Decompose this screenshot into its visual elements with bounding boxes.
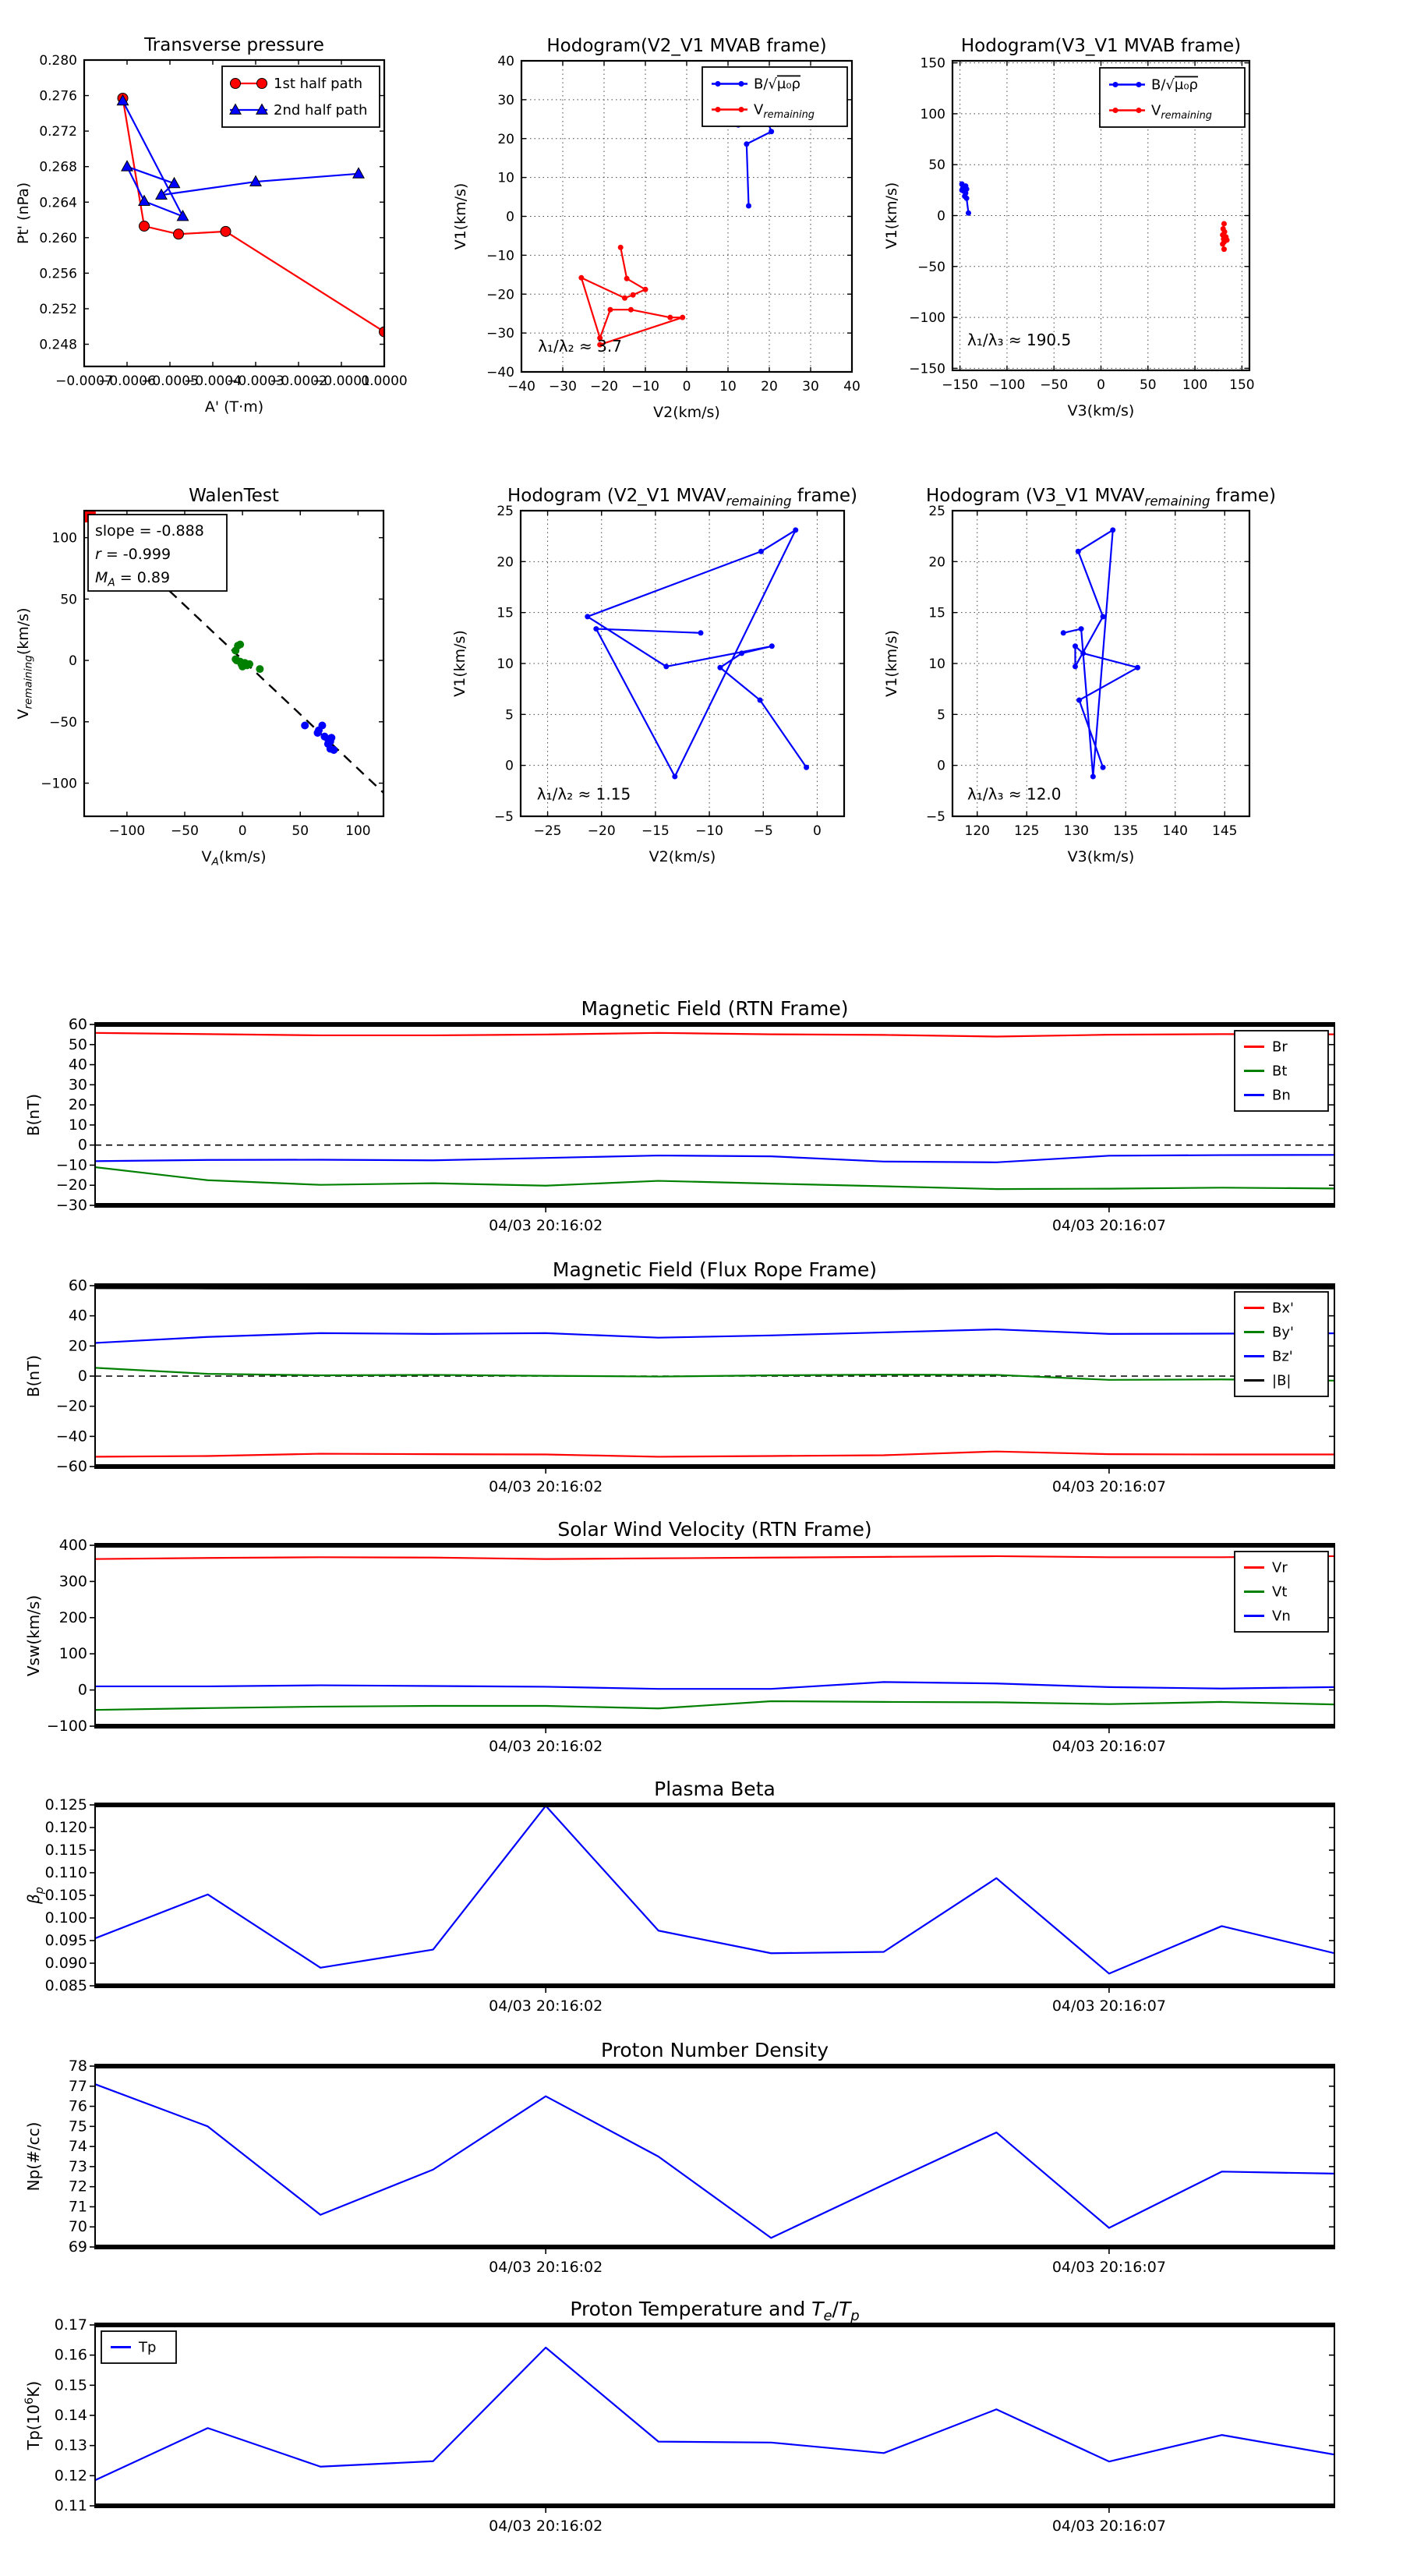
x-tick-label: 120 xyxy=(964,823,990,839)
time-tick-label: 04/03 20:16:02 xyxy=(489,1217,603,1234)
y-tick-label: −50 xyxy=(917,259,945,275)
y-tick-label: 0.248 xyxy=(39,337,77,353)
y-tick-label: 0 xyxy=(69,653,77,670)
dot-marker xyxy=(313,729,321,737)
chart-title: Hodogram(V3_V1 MVAB frame) xyxy=(960,36,1242,56)
legend-label: Vn xyxy=(1272,1608,1291,1625)
y-tick-label: 50 xyxy=(68,1035,87,1053)
dot-marker xyxy=(1220,242,1225,247)
legend-label: Bz' xyxy=(1272,1348,1293,1365)
dot-marker xyxy=(1110,527,1115,533)
y-tick-label: 0.105 xyxy=(44,1887,87,1904)
y-tick-label: 10 xyxy=(497,656,514,672)
dot-marker xyxy=(256,665,263,673)
dot-marker xyxy=(1076,698,1082,703)
dot-marker xyxy=(1079,626,1084,632)
dot-marker xyxy=(739,650,744,656)
y-tick-label: 0 xyxy=(937,208,945,225)
dot-marker xyxy=(301,722,309,730)
legend-label: Vt xyxy=(1272,1583,1288,1601)
x-axis-label: V3(km/s) xyxy=(1067,848,1135,865)
y-tick-label: 0.252 xyxy=(39,301,77,317)
y-tick-label: 0.090 xyxy=(44,1955,87,1972)
dot-marker xyxy=(804,765,809,770)
x-tick-label: −40 xyxy=(507,379,535,395)
dot-marker xyxy=(716,107,721,112)
legend xyxy=(1235,1552,1328,1632)
y-tick-label: 200 xyxy=(58,1608,87,1626)
y-axis-label: $V_{remaining}(km/s)$ xyxy=(15,607,35,720)
dot-marker xyxy=(1136,82,1142,87)
time-tick-label: 04/03 20:16:02 xyxy=(489,1997,603,2015)
y-tick-label: −30 xyxy=(55,1197,87,1214)
y-tick-label: 40 xyxy=(68,1307,87,1325)
x-tick-label: 0 xyxy=(1097,377,1105,393)
x-tick-label: −10 xyxy=(631,379,659,395)
dot-marker xyxy=(327,734,335,741)
y-tick-label: −20 xyxy=(55,1177,87,1194)
x-tick-label: −0.0005 xyxy=(141,373,199,389)
y-axis-label: V1(km/s) xyxy=(451,630,468,697)
dot-marker xyxy=(585,614,590,619)
y-tick-label: 0.120 xyxy=(44,1819,87,1836)
y-tick-label: 75 xyxy=(68,2118,87,2135)
dot-marker xyxy=(663,663,669,669)
dot-marker xyxy=(717,665,723,671)
legend xyxy=(1100,68,1245,127)
dot-marker xyxy=(716,81,721,87)
y-tick-label: 0.095 xyxy=(44,1932,87,1949)
dot-marker xyxy=(618,245,624,250)
x-tick-label: −150 xyxy=(942,377,978,393)
x-tick-label: −50 xyxy=(171,823,199,839)
y-tick-label: 20 xyxy=(68,1096,87,1114)
x-tick-label: 130 xyxy=(1063,823,1089,839)
y-tick-label: 73 xyxy=(68,2157,87,2175)
x-axis-label: A' (T·m) xyxy=(204,398,264,416)
y-tick-label: 300 xyxy=(58,1573,87,1591)
x-tick-label: −0.0007 xyxy=(55,373,113,389)
dot-marker xyxy=(746,203,751,209)
dot-marker xyxy=(1076,549,1081,554)
y-tick-label: −20 xyxy=(486,287,514,303)
y-tick-label: 76 xyxy=(68,2097,87,2115)
dot-marker xyxy=(964,196,970,201)
y-tick-label: 0.15 xyxy=(54,2376,87,2394)
x-tick-label: −25 xyxy=(533,823,562,839)
chart-title: Plasma Beta xyxy=(654,1778,776,1800)
time-tick-label: 04/03 20:16:07 xyxy=(1051,2259,1166,2276)
y-tick-label: 0.100 xyxy=(44,1909,87,1927)
y-tick-label: 0.16 xyxy=(54,2346,87,2364)
dot-marker xyxy=(1135,665,1140,671)
y-tick-label: −50 xyxy=(49,714,77,731)
x-tick-label: 40 xyxy=(843,379,861,395)
y-tick-label: 0.14 xyxy=(54,2407,87,2424)
dot-marker xyxy=(672,774,677,780)
eigenvalue-annotation: λ₁/λ₃ ≈ 12.0 xyxy=(967,784,1062,804)
legend-label: Br xyxy=(1272,1039,1288,1056)
y-axis-label: $\beta_p$ xyxy=(24,1887,46,1904)
y-tick-label: 0.12 xyxy=(54,2467,87,2485)
chart-title: Hodogram(V2_V1 MVAB frame) xyxy=(546,36,827,56)
dot-marker xyxy=(739,107,744,112)
dot-marker xyxy=(624,276,630,281)
x-tick-label: −5 xyxy=(753,823,773,839)
chart-title: Proton Temperature and $T_e/T_p$ xyxy=(570,2298,860,2324)
y-axis-label: Pt' (nPa) xyxy=(15,182,32,245)
y-tick-label: 69 xyxy=(68,2238,87,2256)
circle-marker xyxy=(174,229,184,239)
dot-marker xyxy=(643,287,648,292)
legend xyxy=(101,2331,176,2363)
x-tick-label: −0.0001 xyxy=(313,373,370,389)
dot-marker xyxy=(1061,630,1066,635)
stats-line: slope = -0.888 xyxy=(95,522,204,540)
x-tick-label: 50 xyxy=(292,823,309,839)
dot-marker xyxy=(631,292,636,298)
y-tick-label: 0.268 xyxy=(39,159,77,175)
x-tick-label: −100 xyxy=(988,377,1026,393)
y-tick-label: 0.280 xyxy=(39,53,77,69)
y-tick-label: 20 xyxy=(928,554,945,571)
time-tick-label: 04/03 20:16:07 xyxy=(1051,1997,1166,2015)
time-tick-label: 04/03 20:16:02 xyxy=(489,1738,603,1755)
legend-label: B/√μ₀ρ xyxy=(1151,76,1198,94)
chart-title: WalenTest xyxy=(189,486,279,506)
x-tick-label: 100 xyxy=(345,823,371,839)
chart-title: Magnetic Field (Flux Rope Frame) xyxy=(552,1258,878,1281)
dot-marker xyxy=(622,295,627,301)
y-tick-label: 100 xyxy=(920,106,945,122)
y-tick-label: −40 xyxy=(55,1428,87,1445)
y-tick-label: 72 xyxy=(68,2178,87,2196)
dot-marker xyxy=(246,660,253,668)
chart-title: Proton Number Density xyxy=(601,2039,829,2061)
dot-marker xyxy=(758,549,764,554)
y-tick-label: 0.276 xyxy=(39,88,77,104)
y-tick-label: −5 xyxy=(925,809,945,825)
x-tick-label: 125 xyxy=(1014,823,1040,839)
y-tick-label: 20 xyxy=(497,131,514,147)
x-tick-label: 140 xyxy=(1162,823,1188,839)
chart-title: Magnetic Field (RTN Frame) xyxy=(581,997,849,1020)
y-tick-label: 100 xyxy=(51,530,77,547)
y-tick-label: 0 xyxy=(77,1681,87,1699)
dot-marker xyxy=(769,129,774,134)
eigenvalue-annotation: λ₁/λ₂ ≈ 3.7 xyxy=(538,337,622,356)
dot-marker xyxy=(318,722,326,730)
x-tick-label: −30 xyxy=(549,379,577,395)
y-tick-label: 40 xyxy=(68,1056,87,1074)
y-tick-label: 78 xyxy=(68,2058,87,2075)
y-tick-label: 0.264 xyxy=(39,195,77,211)
y-tick-label: −100 xyxy=(46,1718,87,1735)
x-tick-label: −0.0003 xyxy=(227,373,284,389)
legend-label: Bx' xyxy=(1272,1300,1294,1317)
legend-label: B/√μ₀ρ xyxy=(754,76,800,93)
y-tick-label: 71 xyxy=(68,2198,87,2216)
legend-label: Tp xyxy=(139,2339,157,2356)
y-tick-label: 0.260 xyxy=(39,230,77,246)
y-tick-label: −100 xyxy=(909,310,945,327)
y-axis-label: B(nT) xyxy=(24,1354,43,1398)
dot-marker xyxy=(1080,650,1086,656)
legend-label: $V_{remaining}$ xyxy=(754,101,815,121)
x-tick-label: −50 xyxy=(1040,377,1069,393)
legend-label: Bn xyxy=(1272,1087,1291,1104)
dot-marker xyxy=(698,630,704,635)
y-tick-label: 77 xyxy=(68,2077,87,2095)
x-tick-label: −0.0006 xyxy=(98,373,156,389)
dot-marker xyxy=(744,141,749,147)
legend xyxy=(222,66,380,127)
time-tick-label: 04/03 20:16:07 xyxy=(1051,1738,1166,1755)
y-tick-label: 74 xyxy=(68,2138,87,2156)
y-axis-label: V1(km/s) xyxy=(883,182,900,249)
y-tick-label: 25 xyxy=(928,504,945,519)
dot-marker xyxy=(769,643,775,649)
y-tick-label: 15 xyxy=(497,605,514,621)
legend-label: |B| xyxy=(1272,1372,1292,1389)
y-tick-label: 20 xyxy=(68,1337,87,1355)
y-tick-label: 25 xyxy=(497,504,514,519)
y-tick-label: 5 xyxy=(937,707,945,724)
y-axis-label: Np(#/cc) xyxy=(24,2121,43,2192)
dot-marker xyxy=(1073,663,1078,669)
y-tick-label: 0.13 xyxy=(54,2436,87,2454)
dot-marker xyxy=(1101,614,1106,619)
y-tick-label: 0.085 xyxy=(44,1977,87,1994)
dot-marker xyxy=(1090,774,1096,780)
x-tick-label: −20 xyxy=(587,823,616,839)
y-tick-label: 0 xyxy=(506,209,514,225)
y-tick-label: 40 xyxy=(497,54,514,69)
dot-marker xyxy=(1221,221,1227,226)
y-tick-label: 0 xyxy=(77,1368,87,1385)
x-axis-label: $V_A(km/s)$ xyxy=(201,848,267,869)
legend-label: Bt xyxy=(1272,1063,1288,1080)
legend xyxy=(702,67,847,126)
dot-marker xyxy=(578,275,584,281)
y-tick-label: 0.17 xyxy=(54,2316,87,2334)
y-tick-label: −10 xyxy=(486,248,514,264)
y-tick-label: 0 xyxy=(505,758,514,774)
legend-label: Vr xyxy=(1272,1559,1288,1576)
time-tick-label: 04/03 20:16:07 xyxy=(1051,1478,1166,1495)
x-tick-label: 20 xyxy=(761,379,778,395)
time-tick-label: 04/03 20:16:07 xyxy=(1051,2518,1166,2535)
y-tick-label: 10 xyxy=(68,1116,87,1134)
dot-marker xyxy=(966,211,971,216)
dot-marker xyxy=(1073,643,1078,649)
dot-marker xyxy=(1113,108,1119,113)
y-tick-label: 50 xyxy=(928,157,945,174)
legend-label: $V_{remaining}$ xyxy=(1151,102,1213,122)
dot-marker xyxy=(1221,246,1227,252)
legend-label: By' xyxy=(1272,1324,1294,1341)
dot-marker xyxy=(1113,82,1119,87)
y-tick-label: −10 xyxy=(55,1156,87,1174)
y-tick-label: 60 xyxy=(68,1277,87,1294)
dot-marker xyxy=(628,307,634,313)
chart-title: Solar Wind Velocity (RTN Frame) xyxy=(557,1518,872,1541)
time-tick-label: 04/03 20:16:02 xyxy=(489,2518,603,2535)
y-tick-label: −5 xyxy=(493,809,514,825)
dot-marker xyxy=(330,746,337,754)
y-axis-label: $Tp(10^6K)$ xyxy=(23,2380,43,2450)
stats-line: $M_A = 0.89$ xyxy=(95,569,171,589)
circle-marker xyxy=(257,79,267,89)
y-tick-label: 0.125 xyxy=(44,1796,87,1813)
x-tick-label: −20 xyxy=(590,379,618,395)
x-tick-label: 150 xyxy=(1229,377,1255,393)
y-tick-label: 150 xyxy=(920,55,945,72)
y-tick-label: 10 xyxy=(928,656,945,672)
y-tick-label: 0.11 xyxy=(54,2497,87,2514)
x-tick-label: −0.0004 xyxy=(184,373,242,389)
y-tick-label: 0.110 xyxy=(44,1864,87,1881)
y-tick-label: 50 xyxy=(60,592,77,608)
x-axis-label: V2(km/s) xyxy=(653,404,720,421)
time-tick-label: 04/03 20:16:07 xyxy=(1051,1217,1166,1234)
x-tick-label: −0.0002 xyxy=(270,373,327,389)
y-tick-label: 400 xyxy=(58,1537,87,1554)
x-tick-label: −100 xyxy=(108,823,146,839)
x-tick-label: 135 xyxy=(1113,823,1139,839)
circle-marker xyxy=(140,221,150,232)
x-tick-label: 100 xyxy=(1182,377,1208,393)
y-tick-label: 60 xyxy=(68,1016,87,1033)
dot-marker xyxy=(607,307,613,313)
dot-marker xyxy=(793,527,798,533)
circle-marker xyxy=(231,79,241,89)
dot-marker xyxy=(758,698,763,703)
dot-marker xyxy=(236,641,244,649)
chart-title: Transverse pressure xyxy=(144,35,324,55)
x-tick-label: 0 xyxy=(682,379,691,395)
y-tick-label: −100 xyxy=(41,776,77,792)
legend xyxy=(1235,1031,1328,1111)
y-tick-label: 20 xyxy=(497,554,514,571)
x-tick-label: 0 xyxy=(813,823,822,839)
dot-marker xyxy=(739,81,744,87)
x-tick-label: 0 xyxy=(238,823,247,839)
y-axis-label: V1(km/s) xyxy=(883,630,900,697)
y-tick-label: 30 xyxy=(68,1076,87,1094)
x-tick-label: 50 xyxy=(1139,377,1157,393)
circle-marker xyxy=(221,226,231,236)
dot-marker xyxy=(680,315,685,320)
y-tick-label: 5 xyxy=(505,707,514,724)
y-tick-label: 100 xyxy=(58,1645,87,1663)
y-tick-label: 0 xyxy=(77,1136,87,1154)
dot-marker xyxy=(1101,765,1106,770)
x-axis-label: V2(km/s) xyxy=(648,848,716,865)
y-tick-label: 30 xyxy=(497,92,514,108)
stats-line: r = -0.999 xyxy=(95,546,171,563)
time-tick-label: 04/03 20:16:02 xyxy=(489,2259,603,2276)
x-tick-label: 10 xyxy=(719,379,737,395)
dot-marker xyxy=(1136,108,1142,113)
x-tick-label: 145 xyxy=(1212,823,1238,839)
x-tick-label: −10 xyxy=(695,823,724,839)
chart-title: Hodogram (V3_V1 $MVAV_{remaining}$ frame) xyxy=(926,486,1276,509)
legend-label: 2nd half path xyxy=(274,102,368,119)
y-tick-label: 15 xyxy=(928,605,945,621)
y-tick-label: 0.256 xyxy=(39,266,77,282)
eigenvalue-annotation: λ₁/λ₃ ≈ 190.5 xyxy=(967,331,1072,350)
x-tick-label: 30 xyxy=(802,379,819,395)
y-tick-label: −150 xyxy=(909,361,945,377)
legend xyxy=(1235,1292,1328,1396)
legend-label: 1st half path xyxy=(274,76,363,92)
y-tick-label: −20 xyxy=(55,1397,87,1415)
x-tick-label: 0.0000 xyxy=(361,373,408,389)
y-tick-label: 0 xyxy=(937,758,945,774)
y-tick-label: 10 xyxy=(497,170,514,186)
y-tick-label: −60 xyxy=(55,1458,87,1475)
y-axis-label: Vsw(km/s) xyxy=(24,1594,43,1677)
y-axis-label: V1(km/s) xyxy=(452,182,469,250)
x-axis-label: V3(km/s) xyxy=(1067,402,1135,419)
y-tick-label: 0.272 xyxy=(39,124,77,140)
dot-marker xyxy=(593,626,599,632)
chart-title: Hodogram (V2_V1 $MVAV_{remaining}$ frame) xyxy=(507,486,857,509)
dot-marker xyxy=(667,315,673,320)
time-tick-label: 04/03 20:16:02 xyxy=(489,1478,603,1495)
y-tick-label: −40 xyxy=(486,365,514,380)
y-tick-label: 70 xyxy=(68,2218,87,2236)
y-tick-label: 0.115 xyxy=(44,1842,87,1859)
x-tick-label: −15 xyxy=(641,823,670,839)
y-tick-label: −30 xyxy=(486,326,514,342)
eigenvalue-annotation: λ₁/λ₂ ≈ 1.15 xyxy=(536,784,631,804)
y-axis-label: B(nT) xyxy=(24,1093,43,1137)
